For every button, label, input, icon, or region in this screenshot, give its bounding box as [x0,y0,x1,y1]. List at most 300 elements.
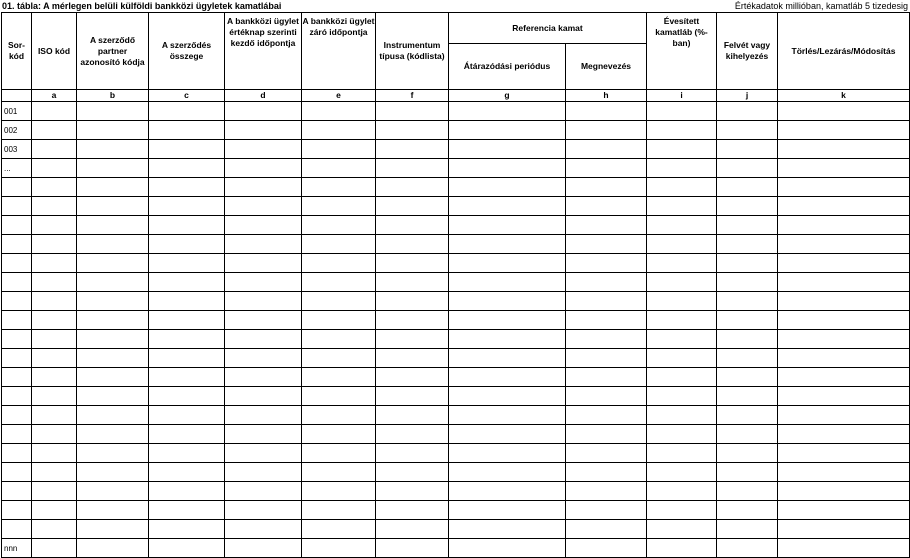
data-cell[interactable] [149,140,225,159]
data-cell[interactable] [449,520,566,539]
data-cell[interactable] [77,501,149,520]
data-cell[interactable] [449,311,566,330]
data-cell[interactable] [778,216,910,235]
data-cell[interactable] [149,520,225,539]
data-cell[interactable] [647,159,717,178]
data-cell[interactable] [77,197,149,216]
data-cell[interactable] [647,330,717,349]
data-cell[interactable] [302,311,376,330]
data-cell[interactable] [376,292,449,311]
data-cell[interactable] [449,292,566,311]
data-cell[interactable] [566,102,647,121]
data-cell[interactable] [778,292,910,311]
data-cell[interactable] [647,349,717,368]
data-cell[interactable] [647,444,717,463]
data-cell[interactable] [225,349,302,368]
data-cell[interactable] [449,406,566,425]
data-cell[interactable] [32,102,77,121]
data-cell[interactable] [149,121,225,140]
row-code [2,368,32,387]
data-cell[interactable] [149,311,225,330]
data-cell[interactable] [647,216,717,235]
data-cell[interactable] [647,520,717,539]
data-cell[interactable] [225,406,302,425]
table-row [2,216,910,235]
data-cell[interactable] [376,463,449,482]
data-cell[interactable] [149,254,225,273]
data-cell[interactable] [778,254,910,273]
data-cell[interactable] [717,425,778,444]
data-cell[interactable] [449,273,566,292]
column-letters-row [2,90,910,102]
row-code: 001 [2,102,32,121]
data-cell[interactable] [376,349,449,368]
data-cell[interactable] [225,292,302,311]
data-cell[interactable] [32,140,77,159]
column-letter: b [77,90,149,102]
row-code [2,520,32,539]
data-cell[interactable] [778,501,910,520]
header-end-date: A bankközi ügylet záró időpontja [302,13,376,90]
data-cell[interactable] [717,159,778,178]
data-cell[interactable] [32,330,77,349]
data-cell[interactable] [302,216,376,235]
data-cell[interactable] [566,273,647,292]
data-cell[interactable] [302,178,376,197]
data-cell[interactable] [778,273,910,292]
data-cell[interactable] [778,463,910,482]
data-cell[interactable] [32,463,77,482]
data-cell[interactable] [302,539,376,558]
data-cell[interactable] [717,482,778,501]
data-cell[interactable] [778,178,910,197]
data-cell[interactable] [778,311,910,330]
data-cell[interactable] [566,482,647,501]
data-cell[interactable] [225,501,302,520]
data-cell[interactable] [225,368,302,387]
data-cell[interactable] [225,216,302,235]
header-partner-code: A szerződő partner azonosító kódja [77,13,149,90]
data-cell[interactable] [449,140,566,159]
data-cell[interactable] [647,121,717,140]
data-cell[interactable] [449,444,566,463]
data-cell[interactable] [647,311,717,330]
data-cell[interactable] [302,121,376,140]
row-code [2,406,32,425]
data-cell[interactable] [376,140,449,159]
data-cell[interactable] [302,425,376,444]
data-cell[interactable] [149,330,225,349]
data-cell[interactable] [149,425,225,444]
data-cell[interactable] [717,368,778,387]
data-cell[interactable] [302,444,376,463]
data-cell[interactable] [449,178,566,197]
data-cell[interactable] [149,501,225,520]
data-cell[interactable] [302,159,376,178]
data-cell[interactable] [77,482,149,501]
data-cell[interactable] [32,254,77,273]
data-cell[interactable] [302,463,376,482]
data-cell[interactable] [717,292,778,311]
data-cell[interactable] [647,254,717,273]
data-cell[interactable] [647,482,717,501]
data-cell[interactable] [149,463,225,482]
data-cell[interactable] [149,102,225,121]
data-cell[interactable] [376,311,449,330]
data-cell[interactable] [77,539,149,558]
table-row [2,330,910,349]
data-cell[interactable] [32,311,77,330]
data-cell[interactable] [302,482,376,501]
data-cell[interactable] [717,121,778,140]
data-cell[interactable] [778,425,910,444]
data-cell[interactable] [225,387,302,406]
data-cell[interactable] [77,387,149,406]
data-cell[interactable] [717,140,778,159]
data-cell[interactable] [302,273,376,292]
data-cell[interactable] [566,387,647,406]
data-cell[interactable] [77,121,149,140]
data-cell[interactable] [647,463,717,482]
header-reference-rate: Referencia kamat [449,13,647,44]
data-cell[interactable] [149,368,225,387]
data-cell[interactable] [77,140,149,159]
data-cell[interactable] [376,387,449,406]
data-cell[interactable] [376,254,449,273]
data-cell[interactable] [225,463,302,482]
data-cell[interactable] [376,121,449,140]
data-cell[interactable] [77,520,149,539]
data-cell[interactable] [717,102,778,121]
data-cell[interactable] [717,406,778,425]
data-cell[interactable] [566,216,647,235]
data-cell[interactable] [225,121,302,140]
header-delete-close-modify: Törlés/Lezárás/Módosítás [778,13,910,90]
data-cell[interactable] [302,501,376,520]
data-cell[interactable] [376,368,449,387]
data-cell[interactable] [225,311,302,330]
data-cell[interactable] [149,539,225,558]
table-row [2,102,910,121]
header-contract-amount: A szerződés összege [149,13,225,90]
data-cell[interactable] [566,292,647,311]
data-cell[interactable] [449,197,566,216]
data-cell[interactable] [225,520,302,539]
data-cell[interactable] [647,406,717,425]
data-cell[interactable] [225,197,302,216]
data-cell[interactable] [778,349,910,368]
data-cell[interactable] [77,159,149,178]
data-cell[interactable] [149,178,225,197]
data-cell[interactable] [32,197,77,216]
data-cell[interactable] [717,235,778,254]
data-cell[interactable] [717,330,778,349]
data-cell[interactable] [376,330,449,349]
data-cell[interactable] [302,387,376,406]
data-cell[interactable] [717,216,778,235]
data-cell[interactable] [149,235,225,254]
data-cell[interactable] [77,349,149,368]
data-cell[interactable] [225,330,302,349]
row-code [2,178,32,197]
data-cell[interactable] [376,444,449,463]
data-cell[interactable] [566,330,647,349]
data-cell[interactable] [566,539,647,558]
data-cell[interactable] [376,197,449,216]
data-cell[interactable] [149,444,225,463]
data-cell[interactable] [449,102,566,121]
row-code [2,216,32,235]
column-letter: g [449,90,566,102]
data-cell[interactable] [32,159,77,178]
data-cell[interactable] [778,197,910,216]
data-cell[interactable] [778,539,910,558]
row-code: nnn [2,539,32,558]
data-cell[interactable] [647,197,717,216]
data-cell[interactable] [717,178,778,197]
data-cell[interactable] [778,235,910,254]
data-cell[interactable] [449,482,566,501]
data-cell[interactable] [647,140,717,159]
data-cell[interactable] [77,463,149,482]
column-letter: a [32,90,77,102]
data-cell[interactable] [449,121,566,140]
data-cell[interactable] [566,159,647,178]
data-cell[interactable] [647,102,717,121]
data-cell[interactable] [647,501,717,520]
data-cell[interactable] [376,159,449,178]
data-cell[interactable] [32,425,77,444]
data-cell[interactable] [225,425,302,444]
data-cell[interactable] [149,159,225,178]
data-cell[interactable] [77,444,149,463]
data-cell[interactable] [717,520,778,539]
data-cell[interactable] [225,482,302,501]
data-cell[interactable] [77,254,149,273]
data-cell[interactable] [32,482,77,501]
data-cell[interactable] [778,406,910,425]
table-row [2,444,910,463]
data-cell[interactable] [32,387,77,406]
data-cell[interactable] [566,425,647,444]
row-code [2,387,32,406]
data-cell[interactable] [449,368,566,387]
data-cell[interactable] [566,463,647,482]
data-cell[interactable] [717,254,778,273]
data-cell[interactable] [302,368,376,387]
data-cell[interactable] [717,463,778,482]
data-cell[interactable] [566,235,647,254]
data-cell[interactable] [225,235,302,254]
data-cell[interactable] [77,292,149,311]
data-cell[interactable] [647,178,717,197]
data-cell[interactable] [225,102,302,121]
data-cell[interactable] [566,501,647,520]
row-code: 003 [2,140,32,159]
data-cell[interactable] [647,425,717,444]
data-cell[interactable] [77,311,149,330]
data-cell[interactable] [717,349,778,368]
data-cell[interactable] [717,273,778,292]
data-cell[interactable] [302,197,376,216]
data-cell[interactable] [77,425,149,444]
data-cell[interactable] [449,349,566,368]
data-cell[interactable] [77,102,149,121]
data-cell[interactable] [566,178,647,197]
data-cell[interactable] [302,349,376,368]
row-code [2,330,32,349]
data-cell[interactable] [302,406,376,425]
data-cell[interactable] [449,501,566,520]
data-cell[interactable] [449,159,566,178]
data-cell[interactable] [566,140,647,159]
data-cell[interactable] [376,216,449,235]
header-iso-code: ISO kód [32,13,77,90]
data-cell[interactable] [647,273,717,292]
data-cell[interactable] [302,102,376,121]
row-code [2,463,32,482]
data-cell[interactable] [77,273,149,292]
row-code: 002 [2,121,32,140]
data-cell[interactable] [302,140,376,159]
table-row [2,311,910,330]
data-cell[interactable] [717,539,778,558]
table-row [2,140,910,159]
data-cell[interactable] [302,520,376,539]
data-cell[interactable] [376,273,449,292]
data-cell[interactable] [449,539,566,558]
data-cell[interactable] [32,349,77,368]
data-cell[interactable] [32,121,77,140]
data-cell[interactable] [449,235,566,254]
data-cell[interactable] [566,349,647,368]
data-cell[interactable] [77,406,149,425]
data-cell[interactable] [77,330,149,349]
data-cell[interactable] [149,406,225,425]
data-cell[interactable] [647,387,717,406]
data-cell[interactable] [647,539,717,558]
data-cell[interactable] [717,387,778,406]
data-cell[interactable] [449,425,566,444]
data-cell[interactable] [778,121,910,140]
data-cell[interactable] [32,273,77,292]
data-cell[interactable] [449,216,566,235]
data-cell[interactable] [149,197,225,216]
table-row [2,482,910,501]
data-cell[interactable] [376,482,449,501]
data-cell[interactable] [302,254,376,273]
data-cell[interactable] [32,235,77,254]
data-cell[interactable] [225,178,302,197]
data-cell[interactable] [225,539,302,558]
data-cell[interactable] [77,178,149,197]
data-cell[interactable] [778,482,910,501]
data-cell[interactable] [717,501,778,520]
data-cell[interactable] [717,197,778,216]
data-cell[interactable] [149,387,225,406]
data-cell[interactable] [566,254,647,273]
data-cell[interactable] [449,463,566,482]
data-cell[interactable] [376,501,449,520]
header-name: Megnevezés [566,44,647,90]
data-cell[interactable] [566,121,647,140]
data-cell[interactable] [376,425,449,444]
row-code [2,235,32,254]
data-cell[interactable] [32,292,77,311]
data-cell[interactable] [778,159,910,178]
table-row [2,501,910,520]
data-cell[interactable] [225,140,302,159]
data-cell[interactable] [376,520,449,539]
data-cell[interactable] [225,254,302,273]
data-cell[interactable] [149,292,225,311]
data-cell[interactable] [32,406,77,425]
data-cell[interactable] [778,387,910,406]
data-cell[interactable] [149,482,225,501]
data-cell[interactable] [717,311,778,330]
data-cell[interactable] [717,444,778,463]
data-cell[interactable] [77,216,149,235]
data-cell[interactable] [778,102,910,121]
data-cell[interactable] [302,235,376,254]
data-cell[interactable] [149,273,225,292]
data-cell[interactable] [566,368,647,387]
data-cell[interactable] [225,159,302,178]
data-cell[interactable] [449,330,566,349]
data-cell[interactable] [449,254,566,273]
data-cell[interactable] [376,178,449,197]
data-cell[interactable] [225,444,302,463]
data-cell[interactable] [32,501,77,520]
data-cell[interactable] [302,330,376,349]
data-cell[interactable] [32,444,77,463]
data-cell[interactable] [778,520,910,539]
data-cell[interactable] [32,520,77,539]
data-cell[interactable] [77,368,149,387]
data-cell[interactable] [566,406,647,425]
data-cell[interactable] [778,140,910,159]
data-cell[interactable] [376,406,449,425]
column-letter: j [717,90,778,102]
data-cell[interactable] [566,444,647,463]
data-cell[interactable] [647,292,717,311]
data-cell[interactable] [647,368,717,387]
data-cell[interactable] [376,539,449,558]
data-cell[interactable] [778,330,910,349]
table-row [2,254,910,273]
data-cell[interactable] [566,197,647,216]
units-note: Értékadatok millióban, kamatláb 5 tizedesig [734,1,908,11]
table-title: 01. tábla: A mérlegen belüli külföldi bankközi ügyletek kamatlábai [2,1,282,11]
data-cell[interactable] [149,349,225,368]
data-cell[interactable] [566,311,647,330]
data-cell[interactable] [302,292,376,311]
data-cell[interactable] [32,368,77,387]
data-cell[interactable] [449,387,566,406]
data-cell[interactable] [647,235,717,254]
data-cell[interactable] [778,368,910,387]
data-cell[interactable] [225,273,302,292]
data-cell[interactable] [149,216,225,235]
data-cell[interactable] [32,216,77,235]
data-cell[interactable] [566,520,647,539]
data-cell[interactable] [778,444,910,463]
data-cell[interactable] [376,102,449,121]
data-cell[interactable] [32,539,77,558]
data-cell[interactable] [32,178,77,197]
data-cell[interactable] [77,235,149,254]
data-cell[interactable] [376,235,449,254]
